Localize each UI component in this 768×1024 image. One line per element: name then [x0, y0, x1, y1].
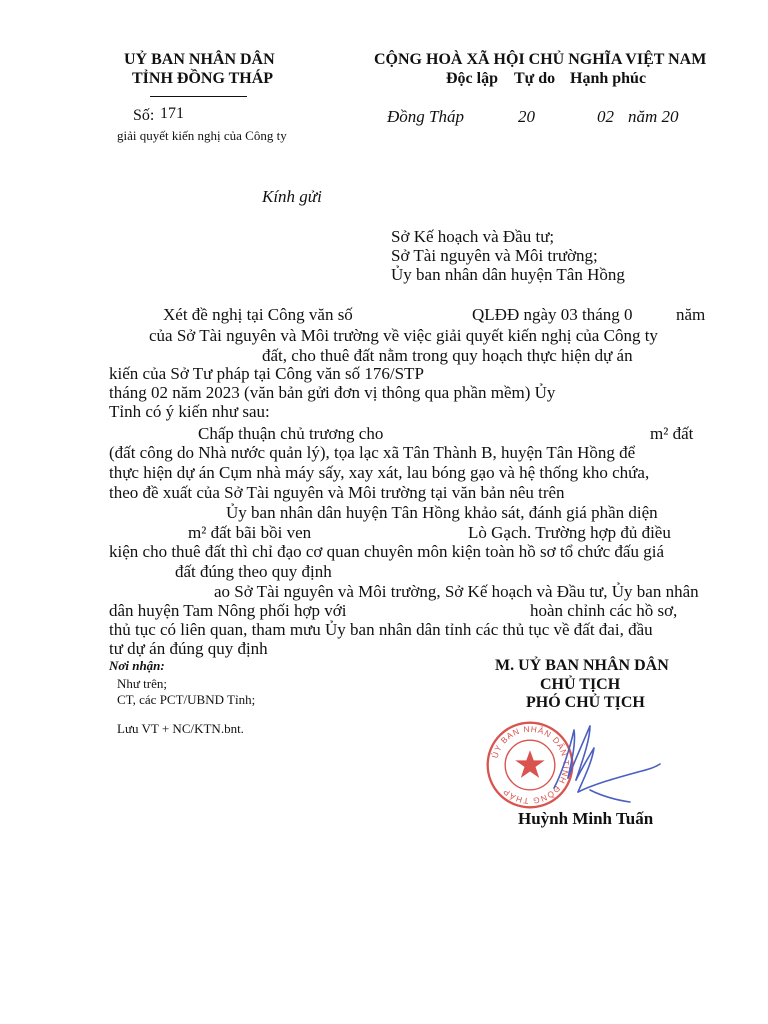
handwritten-signature-icon — [532, 718, 662, 822]
p1-line5: tháng 02 năm 2023 (văn bản gửi đơn vị thông qua phần mềm) Ủy — [109, 383, 556, 402]
nation-title: CỘNG HOÀ XÃ HỘI CHỦ NGHĨA VIỆT NAM — [374, 51, 707, 68]
recipient-3: Ủy ban nhân dân huyện Tân Hồng — [391, 265, 625, 284]
p4-line3: thủ tục có liên quan, tham mưu Ủy ban nhân dân tỉnh các thủ tục về đất đai, đầu — [109, 620, 653, 639]
motto-hanh-phuc: Hạnh phúc — [570, 70, 647, 87]
place: Đồng Tháp — [387, 107, 464, 126]
p1-line6: Tỉnh có ý kiến như sau: — [109, 402, 270, 421]
p3-line4: đất đúng theo quy định — [175, 562, 332, 581]
stamp-text: ỦY BAN NHÂN DÂN TỈNH ĐỒNG THÁP — [490, 724, 571, 806]
receivers-title: Nơi nhận: — [109, 658, 165, 673]
p2-line1b: m² đất — [650, 424, 694, 443]
doc-number-value: 171 — [160, 105, 184, 122]
receiver-3: Lưu VT + NC/KTN.bnt. — [117, 721, 244, 736]
p3-line2b: Lò Gạch. Trường hợp đủ điều — [468, 523, 671, 542]
p3-line1: Ủy ban nhân dân huyện Tân Hồng khảo sát, đánh giá phần diện — [226, 503, 658, 522]
signer-name: Huỳnh Minh Tuấn — [518, 809, 654, 828]
doc-subject: giải quyết kiến nghị của Công ty — [117, 128, 287, 143]
motto-doc-lap: Độc lập — [446, 70, 498, 87]
agency-line2: TỈNH ĐỒNG THÁP — [132, 70, 274, 87]
p1-line4: kiến của Sở Tư pháp tại Công văn số 176/STP — [109, 364, 424, 383]
p3-line2a: m² đất bãi bồi ven — [188, 523, 312, 542]
p2-line1a: Chấp thuận chủ trương cho — [198, 424, 384, 443]
date-year: năm 20 — [628, 107, 679, 126]
p4-line2a: dân huyện Tam Nông phối hợp với — [109, 601, 347, 620]
p4-line4: tư dự án đúng quy định — [109, 639, 268, 658]
date-month: 02 — [597, 107, 614, 126]
p1-line1b: QLĐĐ ngày 03 tháng 0 — [472, 305, 633, 324]
agency-line1: UỶ BAN NHÂN DÂN — [124, 51, 275, 68]
recipient-2: Sở Tài nguyên và Môi trường; — [391, 246, 598, 265]
sign-line1: M. UỶ BAN NHÂN DÂN — [495, 657, 669, 674]
p1-line1a: Xét đề nghị tại Công văn số — [163, 305, 353, 324]
agency-underline — [150, 96, 247, 97]
sign-line3: PHÓ CHỦ TỊCH — [526, 694, 645, 711]
date-day: 20 — [518, 107, 535, 126]
sign-line2: CHỦ TỊCH — [540, 676, 621, 693]
p2-line2: (đất công do Nhà nước quản lý), tọa lạc xã Tân Thành B, huyện Tân Hồng để — [109, 443, 636, 462]
greeting: Kính gửi — [262, 187, 322, 206]
receiver-1: Như trên; — [117, 676, 168, 691]
doc-number-label: Số: — [133, 107, 155, 124]
p4-line2b: hoàn chỉnh các hồ sơ, — [530, 601, 678, 620]
p2-line3: thực hiện dự án Cụm nhà máy sấy, xay xát, lau bóng gạo và hệ thống kho chứa, — [109, 463, 650, 482]
p1-line3: đất, cho thuê đất nằm trong quy hoạch thực hiện dự án — [262, 346, 633, 365]
p4-line1: ao Sở Tài nguyên và Môi trường, Sở Kế hoạch và Đầu tư, Ủy ban nhân — [214, 582, 699, 601]
p2-line4: theo đề xuất của Sở Tài nguyên và Môi trường tại văn bản nêu trên — [109, 483, 565, 502]
recipient-1: Sở Kế hoạch và Đầu tư; — [391, 227, 555, 246]
p3-line3: kiện cho thuê đất thì chỉ đạo cơ quan chuyên môn kiện toàn hồ sơ tổ chức đấu giá — [109, 542, 664, 561]
motto-tu-do: Tự do — [514, 70, 556, 87]
receiver-2: CT, các PCT/UBND Tỉnh; — [117, 692, 256, 707]
p1-line2: của Sở Tài nguyên và Môi trường về việc giải quyết kiến nghị của Công ty — [149, 326, 658, 345]
p1-line1c: năm — [676, 305, 706, 324]
